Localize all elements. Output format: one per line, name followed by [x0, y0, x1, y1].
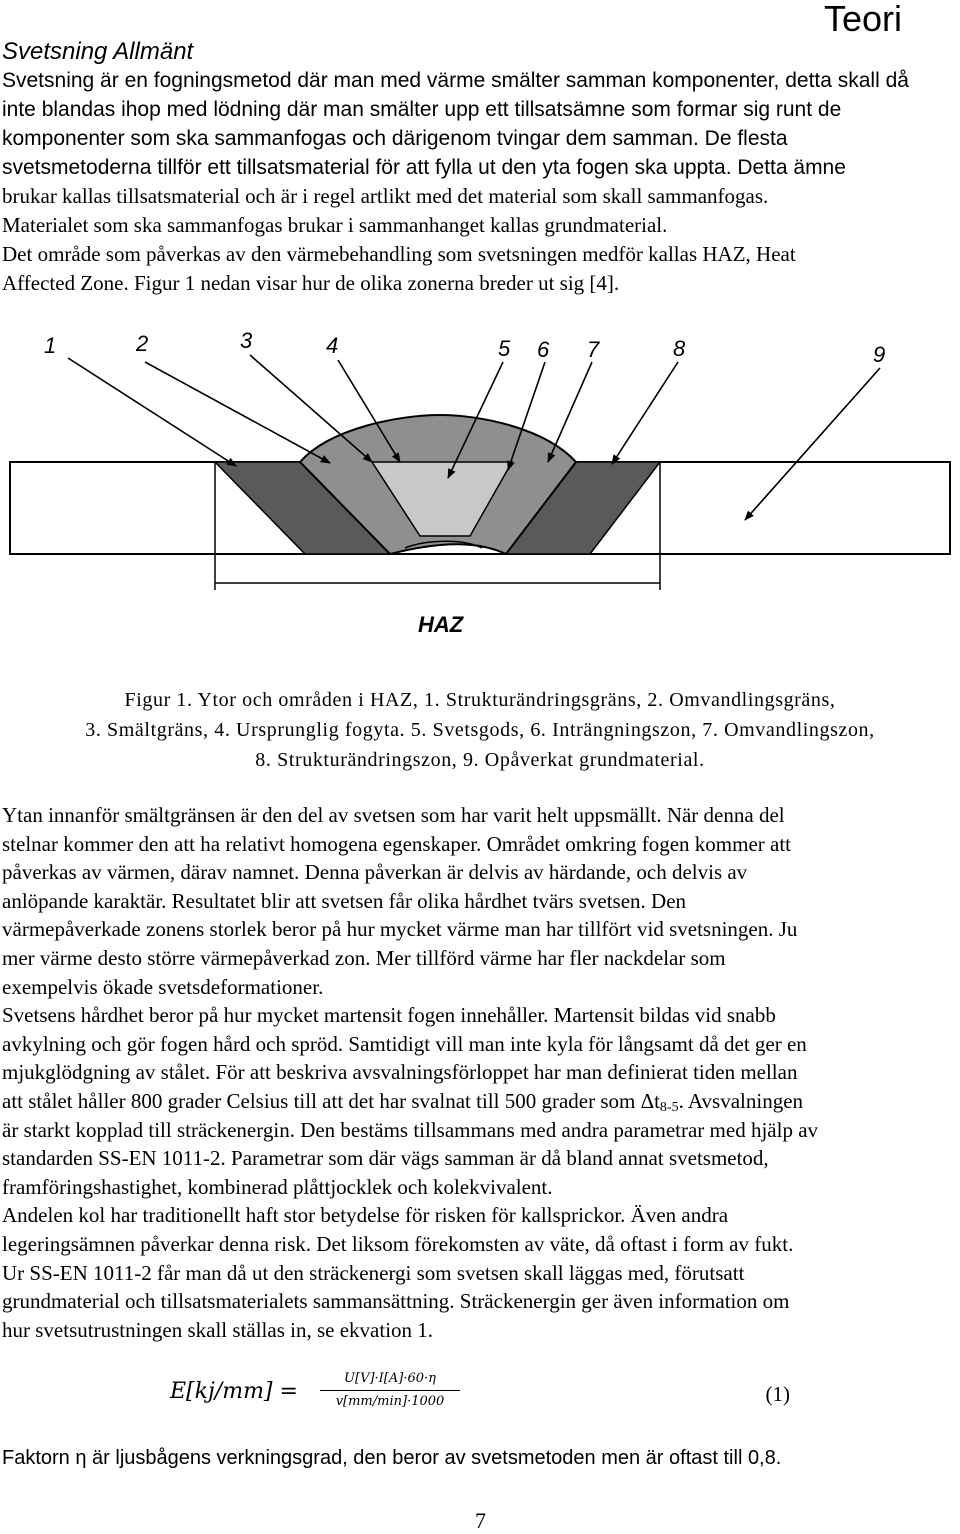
equation-number: (1) — [765, 1382, 790, 1406]
body-line: legeringsämnen påverkar denna risk. Det liksom förekomsten av väte, då oftast i form av fukt. — [2, 1231, 794, 1256]
intro-line: Materialet som ska sammanfogas brukar i sammanhanget kallas grundmaterial. — [2, 213, 668, 237]
body-line: påverkas av värmen, därav namnet. Denna påverkan är delvis av härdande, och delvis av — [2, 860, 748, 885]
caption-line: 8. Strukturändringszon, 9. Opåverkat grundmaterial. — [255, 749, 705, 771]
body-line-text: att stålet håller 800 grader Celsius till att det har svalnat till 500 grader som Δt — [2, 1088, 660, 1113]
intro-line: Affected Zone. Figur 1 nedan visar hur de olika zonerna breder ut sig [4]. — [2, 271, 620, 295]
body-line: standarden SS-EN 1011-2. Parametrar som där vägs samman är då bland annat svetsmetod, — [2, 1146, 769, 1171]
equation-lhs: E[kj/mm] = — [170, 1379, 298, 1404]
body-line: grundmaterial och tillsatsmaterialets sammansättning. Sträckenergin ger även information om — [2, 1289, 790, 1314]
figure-caption — [0, 685, 960, 775]
intro-line: inte blandas ihop med lödning där man smälter upp ett tillsatsämne som formar sig runt de — [2, 98, 842, 121]
body-line: avkylning och gör fogen hård och spröd. Samtidigt vill man inte kyla för långsamt då det ger en — [2, 1031, 807, 1056]
haz-label: HAZ — [418, 612, 464, 637]
figure-label-2: 2 — [136, 331, 149, 356]
figure-label-4: 4 — [326, 333, 339, 358]
closing-sentence: Faktorn η är ljusbågens verkningsgrad, den beror av svetsmetoden men är oftast till 0,8. — [2, 1447, 782, 1469]
caption-line: Figur 1. Ytor och områden i HAZ, 1. Strukturändringsgräns, 2. Omvandlingsgräns, — [124, 689, 836, 711]
page-header-title: Teori — [823, 0, 902, 39]
intro-line: komponenter som ska sammanfogas och därigenom tvingar dem samman. De flesta — [2, 127, 788, 150]
figure-label-7: 7 — [587, 337, 600, 362]
figure-label-5: 5 — [498, 336, 511, 361]
equation-numerator: U[V]·I[A]·60·η — [320, 1370, 460, 1391]
body-line: är starkt kopplad till sträckenergin. Den bestäms tillsammans med andra parametrar med hjälp av — [2, 1117, 819, 1142]
equation-denominator: v[mm/min]·1000 — [335, 1394, 445, 1409]
figure-label-8: 8 — [673, 336, 686, 361]
body-line-delta-t — [2, 1087, 818, 1116]
body-line: Andelen kol har traditionellt haft stor betydelse för risken för kallsprickor. Även andra — [2, 1203, 729, 1228]
figure-label-1: 1 — [44, 333, 57, 358]
haz-weld-diagram — [0, 320, 960, 650]
figure-label-6: 6 — [537, 337, 550, 362]
caption-line: 3. Smältgräns, 4. Ursprunglig fogyta. 5. Svetsgods, 6. Inträngningszon, 7. Omvandlingszon, — [85, 719, 875, 741]
intro-line: svetsmetoderna tillför ett tillsatsmaterial för att fylla ut den yta fogen ska uppta. Detta ämne — [2, 156, 846, 179]
body-line-tail: . Avsvalningen — [678, 1088, 804, 1113]
intro-paragraph — [2, 66, 909, 298]
equation-fraction — [320, 1370, 460, 1411]
body-line: stelnar kommer den att ha relativt homogena egenskaper. Området omkring fogen kommer att — [2, 831, 791, 856]
body-line: anlöpande karaktär. Resultatet blir att svetsen får olika hårdhet tvärs svetsen. Den — [2, 888, 687, 913]
body-line: Ytan innanför smältgränsen är den del av svetsen som har varit helt uppsmällt. När denna del — [2, 803, 785, 827]
page-number: 7 — [475, 1508, 486, 1533]
pointer-line-2 — [145, 362, 330, 463]
pointer-line-1 — [68, 358, 236, 466]
intro-line: Det område som påverkas av den värmebehandling som svetsningen medför kallas HAZ, Heat — [2, 242, 796, 266]
pointer-line-8 — [612, 362, 678, 464]
body-line: värmepåverkade zonens storlek beror på hur mycket värme man har tillfört vid svetsningen. Ju — [2, 917, 798, 942]
figure-label-9: 9 — [873, 342, 886, 367]
body-text — [2, 801, 818, 1344]
body-line: mjukglödgning av stålet. För att beskriva avsvalningsförloppet har man definierat tiden mellan — [2, 1060, 798, 1085]
body-line: exempelvis ökade svetsdeformationer. — [2, 974, 324, 999]
body-line: Svetsens hårdhet beror på hur mycket martensit fogen innehåller. Martensit bildas vid snabb — [2, 1003, 776, 1028]
pointer-line-3 — [250, 355, 372, 462]
intro-line: Svetsning är en fogningsmetod där man med värme smälter samman komponenter, detta skall då — [2, 69, 909, 92]
delta-t-subscript: 8-5 — [659, 1099, 679, 1115]
intro-line: brukar kallas tillsatsmaterial och är i regel artlikt med det material som skall sammanfogas. — [2, 184, 769, 208]
section-heading: Svetsning Allmänt — [2, 38, 194, 65]
pointer-line-7 — [548, 362, 592, 462]
body-line: hur svetsutrustningen skall ställas in, se ekvation 1. — [2, 1317, 434, 1342]
body-line: mer värme desto större värmepåverkad zon. Mer tillförd värme har fler nackdelar som — [2, 945, 726, 970]
figure-label-3: 3 — [240, 328, 253, 353]
body-line: Ur SS-EN 1011-2 får man då ut den sträckenergi som svetsen skall läggas med, förutsatt — [2, 1260, 745, 1285]
equation-1 — [170, 1370, 810, 1422]
body-line: framföringshastighet, kombinerad plåttjocklek och kolekvivalent. — [2, 1174, 553, 1199]
